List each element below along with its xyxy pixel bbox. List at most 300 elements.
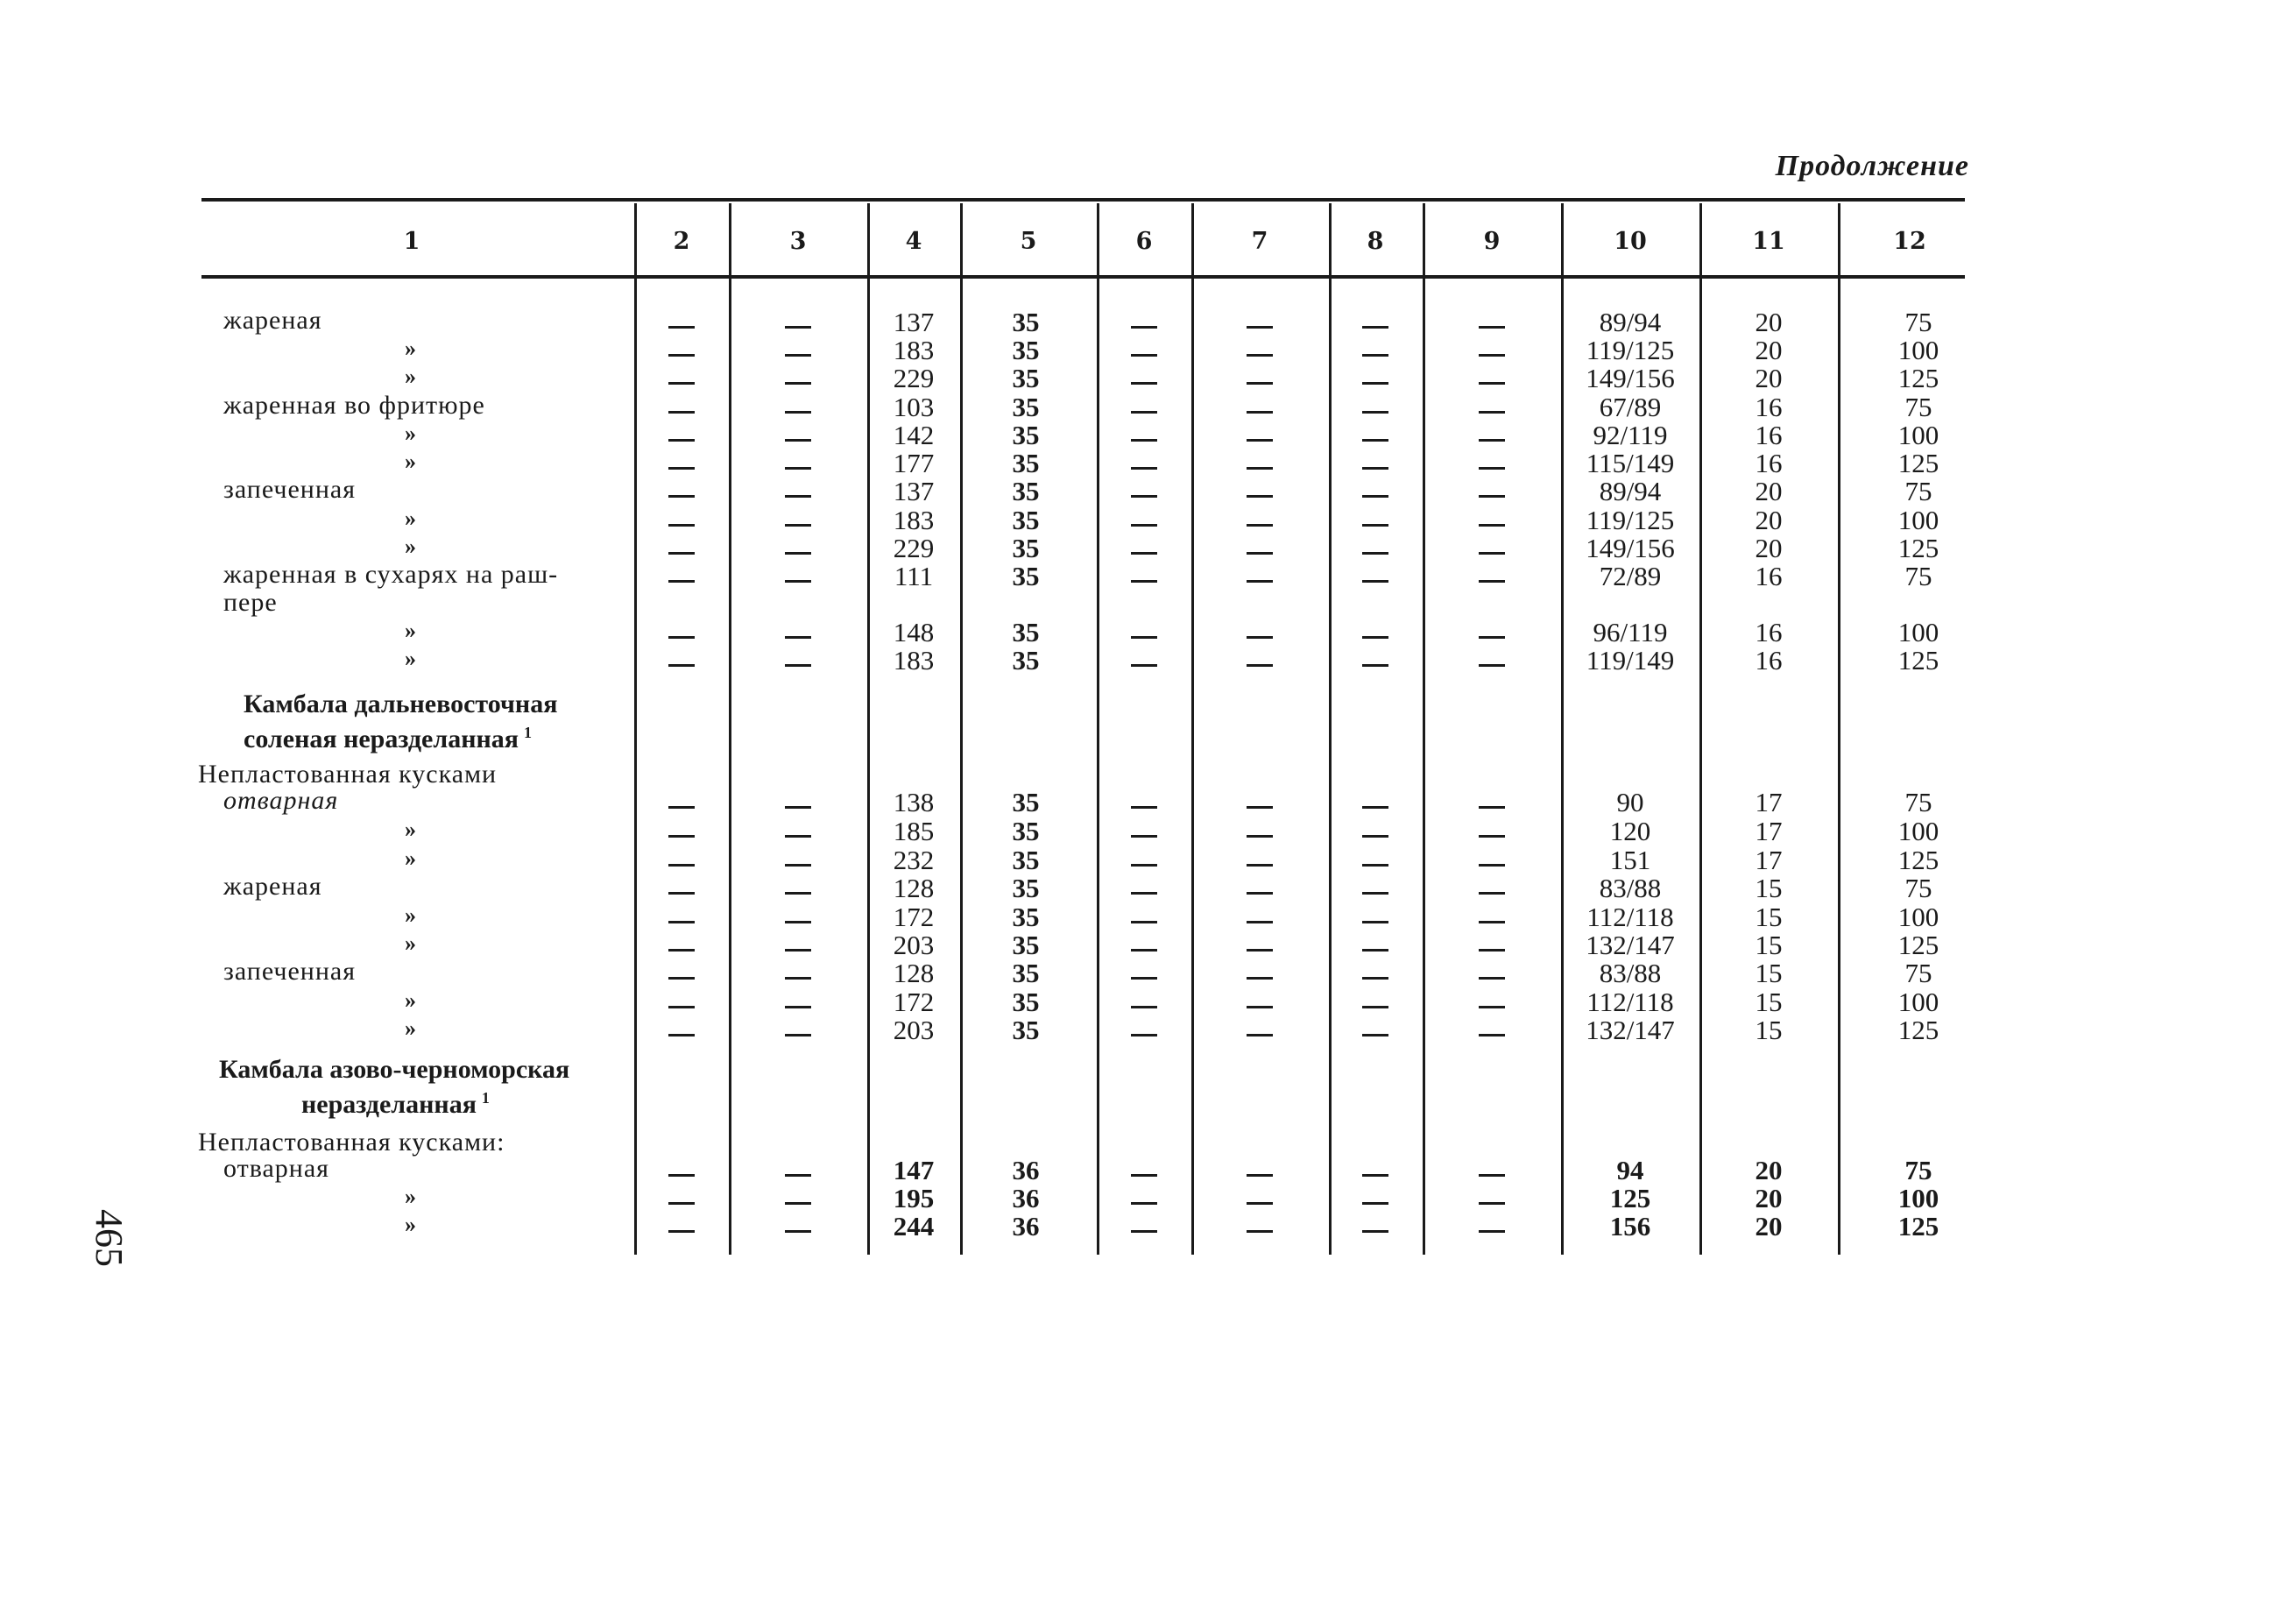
empty-dash [668, 977, 695, 980]
cell-col10: 92/119 [1593, 420, 1668, 450]
cell-col5: 36 [1012, 1211, 1040, 1242]
column-divider [960, 203, 963, 1255]
column-header-10: 10 [1614, 228, 1647, 255]
empty-dash [1247, 524, 1273, 527]
cell-col11: 20 [1755, 476, 1783, 506]
cell-col12: 75 [1904, 392, 1932, 422]
empty-dash [1362, 636, 1388, 639]
cell-col5: 35 [1012, 307, 1040, 337]
cell-col5: 35 [1012, 930, 1040, 960]
empty-dash [1247, 1202, 1273, 1205]
empty-dash [1131, 1202, 1157, 1205]
column-divider [1699, 203, 1702, 1255]
cell-col10: 83/88 [1599, 873, 1662, 903]
empty-dash [785, 664, 811, 667]
empty-dash [1362, 326, 1388, 329]
empty-dash [1131, 552, 1157, 555]
empty-dash [1479, 949, 1505, 952]
cell-col11: 20 [1755, 363, 1783, 393]
cell-col11: 17 [1755, 816, 1783, 846]
empty-dash [1362, 1174, 1388, 1177]
empty-dash [668, 326, 695, 329]
row-label: жареная [223, 872, 322, 901]
cell-col4: 232 [893, 845, 935, 875]
row-label: запеченная [223, 957, 357, 986]
cell-col12: 125 [1897, 645, 1939, 676]
empty-dash [785, 921, 811, 923]
empty-dash [668, 921, 695, 923]
column-divider [1191, 203, 1194, 1255]
cell-col4: 128 [893, 873, 935, 903]
empty-dash [668, 439, 695, 442]
cell-col12: 125 [1897, 1211, 1939, 1242]
empty-dash [668, 495, 695, 498]
column-header-1: 1 [403, 228, 420, 255]
row-label: жаренная в сухарях на раш- [223, 560, 559, 589]
column-divider [1561, 203, 1564, 1255]
empty-dash [1362, 921, 1388, 923]
column-divider [1838, 203, 1840, 1255]
section-subhead: Непластованная кусками [198, 760, 498, 789]
empty-dash [668, 524, 695, 527]
empty-dash [668, 467, 695, 470]
empty-dash [668, 1174, 695, 1177]
empty-dash [668, 354, 695, 357]
empty-dash [668, 664, 695, 667]
cell-col10: 132/147 [1586, 1015, 1675, 1045]
empty-dash [1362, 552, 1388, 555]
empty-dash [1362, 354, 1388, 357]
empty-dash [668, 1230, 695, 1233]
empty-dash [1479, 524, 1505, 527]
cell-col4: 128 [893, 958, 935, 988]
ditto-mark: » [405, 534, 416, 559]
empty-dash [668, 580, 695, 583]
empty-dash [1479, 326, 1505, 329]
cell-col5: 36 [1012, 1155, 1040, 1185]
cell-col11: 16 [1755, 561, 1783, 591]
cell-col4: 147 [893, 1155, 935, 1185]
empty-dash [1362, 495, 1388, 498]
empty-dash [668, 1034, 695, 1036]
cell-col4: 229 [893, 533, 935, 563]
empty-dash [785, 382, 811, 385]
section-title-azov-black-sea-line2: неразделанная $^1$ [301, 1089, 490, 1119]
column-header-7: 7 [1251, 228, 1268, 255]
ditto-mark: » [405, 1212, 416, 1237]
cell-col10: 96/119 [1593, 617, 1668, 647]
cell-col10: 112/118 [1586, 902, 1674, 932]
empty-dash [1131, 864, 1157, 867]
empty-dash [1131, 664, 1157, 667]
cell-col4: 172 [893, 902, 935, 932]
cell-col12: 75 [1904, 1155, 1932, 1185]
cell-col12: 75 [1904, 307, 1932, 337]
cell-col5: 35 [1012, 533, 1040, 563]
empty-dash [1131, 439, 1157, 442]
empty-dash [668, 892, 695, 895]
empty-dash [1131, 524, 1157, 527]
empty-dash [785, 495, 811, 498]
cell-col12: 75 [1904, 561, 1932, 591]
ditto-mark: » [405, 845, 416, 871]
ditto-mark: » [405, 618, 416, 643]
row-label: жаренная во фритюре [223, 391, 485, 420]
cell-col11: 20 [1755, 307, 1783, 337]
column-header-6: 6 [1135, 228, 1153, 255]
cell-col5: 35 [1012, 845, 1040, 875]
cell-col5: 35 [1012, 902, 1040, 932]
cell-col12: 100 [1897, 505, 1939, 535]
column-header-2: 2 [673, 228, 690, 255]
column-header-3: 3 [789, 228, 807, 255]
cell-col4: 142 [893, 420, 935, 450]
cell-col5: 35 [1012, 787, 1040, 817]
cell-col5: 35 [1012, 392, 1040, 422]
empty-dash [668, 835, 695, 838]
cell-col10: 90 [1616, 787, 1644, 817]
ditto-mark: » [405, 364, 416, 389]
column-header-4: 4 [905, 228, 922, 255]
empty-dash [1131, 1034, 1157, 1036]
cell-col4: 148 [893, 617, 935, 647]
empty-dash [1362, 949, 1388, 952]
empty-dash [785, 1034, 811, 1036]
cell-col11: 16 [1755, 617, 1783, 647]
ditto-mark: » [405, 506, 416, 531]
empty-dash [785, 1230, 811, 1233]
cell-col11: 15 [1755, 930, 1783, 960]
empty-dash [785, 439, 811, 442]
column-divider [1423, 203, 1425, 1255]
cell-col12: 100 [1897, 902, 1939, 932]
empty-dash [1247, 439, 1273, 442]
cell-col12: 100 [1897, 816, 1939, 846]
empty-dash [1479, 552, 1505, 555]
empty-dash [1362, 1034, 1388, 1036]
ditto-mark: » [405, 646, 416, 671]
empty-dash [668, 552, 695, 555]
empty-dash [1247, 1174, 1273, 1177]
empty-dash [1131, 1006, 1157, 1008]
empty-dash [785, 835, 811, 838]
empty-dash [785, 892, 811, 895]
cell-col4: 103 [893, 392, 935, 422]
cell-col4: 183 [893, 505, 935, 535]
page-number: 465 [88, 1209, 131, 1267]
footnote-mark: 1 [481, 1089, 490, 1107]
cell-col4: 203 [893, 1015, 935, 1045]
empty-dash [1131, 806, 1157, 809]
empty-dash [1247, 949, 1273, 952]
cell-col5: 35 [1012, 873, 1040, 903]
cell-col10: 112/118 [1586, 987, 1674, 1017]
empty-dash [1479, 977, 1505, 980]
cell-col11: 16 [1755, 645, 1783, 676]
empty-dash [785, 580, 811, 583]
empty-dash [1131, 977, 1157, 980]
cell-col4: 185 [893, 816, 935, 846]
ditto-mark: » [405, 336, 416, 361]
empty-dash [1479, 864, 1505, 867]
empty-dash [668, 411, 695, 414]
column-header-5: 5 [1020, 228, 1037, 255]
cell-col12: 125 [1897, 363, 1939, 393]
empty-dash [1247, 495, 1273, 498]
empty-dash [1362, 1230, 1388, 1233]
cell-col10: 125 [1609, 1183, 1651, 1213]
cell-col11: 17 [1755, 845, 1783, 875]
empty-dash [1362, 382, 1388, 385]
empty-dash [1479, 382, 1505, 385]
cell-col4: 244 [893, 1211, 935, 1242]
empty-dash [1131, 1174, 1157, 1177]
empty-dash [1131, 467, 1157, 470]
empty-dash [1247, 835, 1273, 838]
empty-dash [1362, 835, 1388, 838]
empty-dash [1131, 835, 1157, 838]
empty-dash [1247, 326, 1273, 329]
ditto-mark: » [405, 817, 416, 842]
ditto-mark: » [405, 987, 416, 1013]
empty-dash [1131, 892, 1157, 895]
empty-dash [668, 949, 695, 952]
empty-dash [1479, 354, 1505, 357]
cell-col12: 75 [1904, 958, 1932, 988]
cell-col11: 20 [1755, 335, 1783, 365]
empty-dash [1247, 892, 1273, 895]
empty-dash [1131, 1230, 1157, 1233]
empty-dash [1131, 382, 1157, 385]
cell-col10: 89/94 [1599, 307, 1662, 337]
cell-col5: 35 [1012, 561, 1040, 591]
empty-dash [1479, 495, 1505, 498]
empty-dash [1479, 411, 1505, 414]
empty-dash [668, 1202, 695, 1205]
cell-col12: 75 [1904, 873, 1932, 903]
empty-dash [1131, 949, 1157, 952]
empty-dash [1479, 835, 1505, 838]
cell-col5: 36 [1012, 1183, 1040, 1213]
empty-dash [1479, 636, 1505, 639]
empty-dash [1247, 921, 1273, 923]
cell-col11: 15 [1755, 958, 1783, 988]
table-top-rule [201, 198, 1965, 202]
section-title-azov-black-sea: Камбала азово-черноморская [219, 1055, 570, 1084]
empty-dash [668, 1006, 695, 1008]
empty-dash [785, 806, 811, 809]
empty-dash [1131, 326, 1157, 329]
row-label-continued: пере [223, 588, 278, 617]
cell-col12: 125 [1897, 930, 1939, 960]
empty-dash [1362, 806, 1388, 809]
cell-col10: 132/147 [1586, 930, 1675, 960]
ditto-mark: » [405, 1184, 416, 1209]
empty-dash [785, 467, 811, 470]
empty-dash [1362, 439, 1388, 442]
column-divider [867, 203, 870, 1255]
cell-col12: 100 [1897, 617, 1939, 647]
empty-dash [1479, 1230, 1505, 1233]
empty-dash [1479, 439, 1505, 442]
empty-dash [1131, 921, 1157, 923]
cell-col12: 100 [1897, 987, 1939, 1017]
empty-dash [1479, 921, 1505, 923]
empty-dash [1247, 467, 1273, 470]
cell-col11: 20 [1755, 1183, 1783, 1213]
cell-col11: 20 [1755, 1155, 1783, 1185]
empty-dash [1479, 1034, 1505, 1036]
empty-dash [668, 636, 695, 639]
empty-dash [1247, 1034, 1273, 1036]
cell-col10: 149/156 [1586, 533, 1675, 563]
empty-dash [1362, 977, 1388, 980]
empty-dash [1247, 636, 1273, 639]
column-divider [1097, 203, 1099, 1255]
cell-col5: 35 [1012, 1015, 1040, 1045]
ditto-mark: » [405, 449, 416, 474]
row-label: жареная [223, 306, 322, 335]
empty-dash [1479, 806, 1505, 809]
empty-dash [1247, 664, 1273, 667]
column-header-11: 11 [1752, 228, 1785, 255]
cell-col11: 15 [1755, 1015, 1783, 1045]
empty-dash [1247, 580, 1273, 583]
cell-col4: 195 [893, 1183, 935, 1213]
cell-col11: 16 [1755, 448, 1783, 478]
empty-dash [1479, 1174, 1505, 1177]
empty-dash [668, 806, 695, 809]
cell-col10: 72/89 [1599, 561, 1662, 591]
cell-col10: 119/149 [1586, 645, 1675, 676]
cell-col12: 125 [1897, 533, 1939, 563]
empty-dash [1479, 664, 1505, 667]
column-header-12: 12 [1893, 228, 1926, 255]
cell-col4: 138 [893, 787, 935, 817]
empty-dash [1247, 354, 1273, 357]
ditto-mark: » [405, 930, 416, 956]
cell-col4: 183 [893, 645, 935, 676]
cell-col12: 125 [1897, 448, 1939, 478]
cell-col11: 15 [1755, 873, 1783, 903]
cell-col10: 67/89 [1599, 392, 1662, 422]
cell-col4: 229 [893, 363, 935, 393]
cell-col5: 35 [1012, 420, 1040, 450]
empty-dash [1247, 864, 1273, 867]
empty-dash [1362, 524, 1388, 527]
empty-dash [1362, 580, 1388, 583]
cell-col11: 16 [1755, 392, 1783, 422]
cell-col5: 35 [1012, 617, 1040, 647]
column-divider [1329, 203, 1332, 1255]
empty-dash [785, 636, 811, 639]
empty-dash [1247, 977, 1273, 980]
empty-dash [1247, 411, 1273, 414]
column-divider [729, 203, 731, 1255]
empty-dash [1479, 1006, 1505, 1008]
cell-col5: 35 [1012, 816, 1040, 846]
cell-col12: 75 [1904, 476, 1932, 506]
empty-dash [1362, 411, 1388, 414]
cell-col5: 35 [1012, 958, 1040, 988]
cell-col5: 35 [1012, 448, 1040, 478]
empty-dash [1362, 664, 1388, 667]
empty-dash [785, 524, 811, 527]
cell-col4: 172 [893, 987, 935, 1017]
empty-dash [1131, 411, 1157, 414]
cell-col5: 35 [1012, 335, 1040, 365]
cell-col12: 125 [1897, 845, 1939, 875]
cell-col10: 119/125 [1586, 335, 1675, 365]
cell-col12: 100 [1897, 420, 1939, 450]
empty-dash [1479, 1202, 1505, 1205]
cell-col12: 75 [1904, 787, 1932, 817]
row-label: отварная [223, 786, 339, 815]
cell-col10: 89/94 [1599, 476, 1662, 506]
empty-dash [1479, 892, 1505, 895]
section-title-far-east-line2: соленая неразделанная $^1$ [244, 724, 533, 753]
empty-dash [1362, 864, 1388, 867]
ditto-mark: » [405, 421, 416, 446]
empty-dash [1247, 806, 1273, 809]
empty-dash [785, 552, 811, 555]
cell-col10: 115/149 [1586, 448, 1675, 478]
empty-dash [1247, 1230, 1273, 1233]
cell-col11: 20 [1755, 505, 1783, 535]
section-title-far-east: Камбала дальневосточная [244, 690, 558, 718]
cell-col12: 100 [1897, 335, 1939, 365]
cell-col11: 15 [1755, 987, 1783, 1017]
empty-dash [1362, 892, 1388, 895]
column-divider [634, 203, 637, 1255]
empty-dash [668, 382, 695, 385]
cell-col4: 183 [893, 335, 935, 365]
empty-dash [785, 354, 811, 357]
row-label: отварная [223, 1154, 329, 1183]
column-header-9: 9 [1483, 228, 1501, 255]
cell-col11: 20 [1755, 1211, 1783, 1242]
empty-dash [1247, 552, 1273, 555]
cell-col10: 83/88 [1599, 958, 1662, 988]
section-subhead: Непластованная кусками: [198, 1128, 505, 1157]
cell-col10: 151 [1609, 845, 1651, 875]
ditto-mark: » [405, 902, 416, 928]
cell-col12: 100 [1897, 1183, 1939, 1213]
column-header-8: 8 [1367, 228, 1384, 255]
cell-col10: 94 [1616, 1155, 1644, 1185]
cell-col11: 17 [1755, 787, 1783, 817]
empty-dash [785, 1174, 811, 1177]
empty-dash [1131, 580, 1157, 583]
continued-label: Продолжение [1775, 150, 1969, 182]
empty-dash [785, 1202, 811, 1205]
cell-col11: 15 [1755, 902, 1783, 932]
cell-col5: 35 [1012, 987, 1040, 1017]
empty-dash [1479, 580, 1505, 583]
empty-dash [785, 977, 811, 980]
empty-dash [1247, 1006, 1273, 1008]
cell-col4: 137 [893, 307, 935, 337]
cell-col4: 177 [893, 448, 935, 478]
empty-dash [785, 1006, 811, 1008]
empty-dash [1131, 354, 1157, 357]
empty-dash [668, 864, 695, 867]
cell-col10: 149/156 [1586, 363, 1675, 393]
cell-col10: 119/125 [1586, 505, 1675, 535]
cell-col4: 111 [894, 561, 934, 591]
cell-col5: 35 [1012, 363, 1040, 393]
empty-dash [1362, 467, 1388, 470]
